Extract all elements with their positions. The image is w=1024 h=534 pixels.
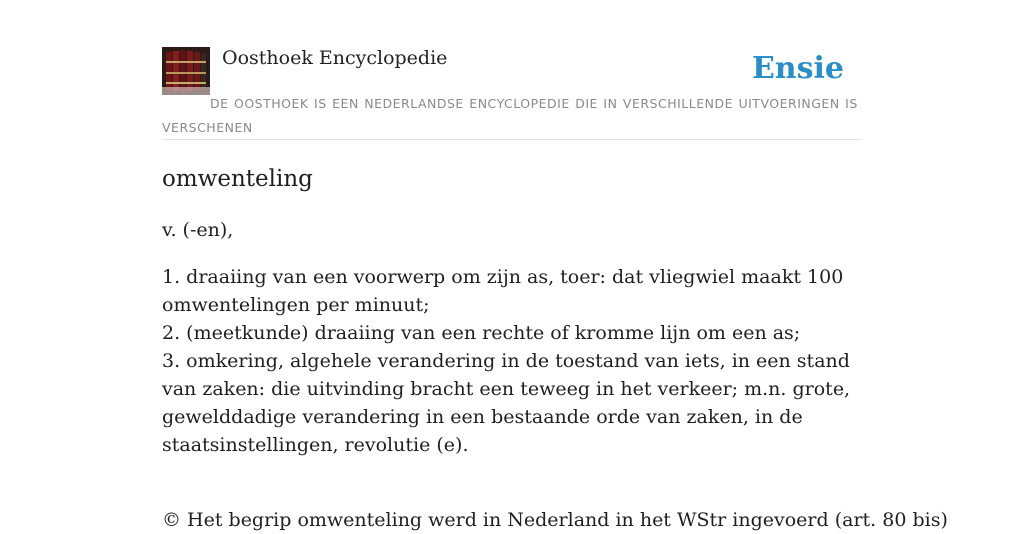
- copyright-line: © Het begrip omwenteling werd in Nederland in het WStr ingevoerd (art. 80 bis): [162, 509, 948, 531]
- encyclopedia-books-icon[interactable]: [162, 47, 210, 95]
- ensie-brand-link[interactable]: Ensie: [751, 51, 844, 86]
- grammatical-info: v. (-en),: [162, 219, 234, 241]
- definition-item: 1. draaiing van een voorwerp om zijn as, toer: dat vliegwiel maakt 100 omwentelingen per minuut;: [162, 266, 844, 316]
- site-subtitle: DE OOSTHOEK IS EEN NEDERLANDSE ENCYCLOPEDIE DIE IN VERSCHILLENDE UITVOERINGEN IS VERSCHENEN: [162, 96, 858, 135]
- site-header: [162, 46, 862, 140]
- definition-item: 2. (meetkunde) draaiing van een rechte of kromme lijn om een as;: [162, 322, 801, 344]
- definitions-list: [162, 263, 862, 459]
- site-title[interactable]: Oosthoek Encyclopedie: [222, 47, 448, 69]
- page-title: omwenteling: [162, 166, 313, 192]
- header-divider: [162, 139, 862, 140]
- definition-item: 3. omkering, algehele verandering in de toestand van iets, in een stand van zaken: die uitvinding bracht een teweeg in het verkeer; m.n. grote, gewelddadige verandering in een bestaande orde van zaken, in de staatsinstellingen, revolutie (e).: [162, 350, 851, 456]
- page: [162, 0, 948, 531]
